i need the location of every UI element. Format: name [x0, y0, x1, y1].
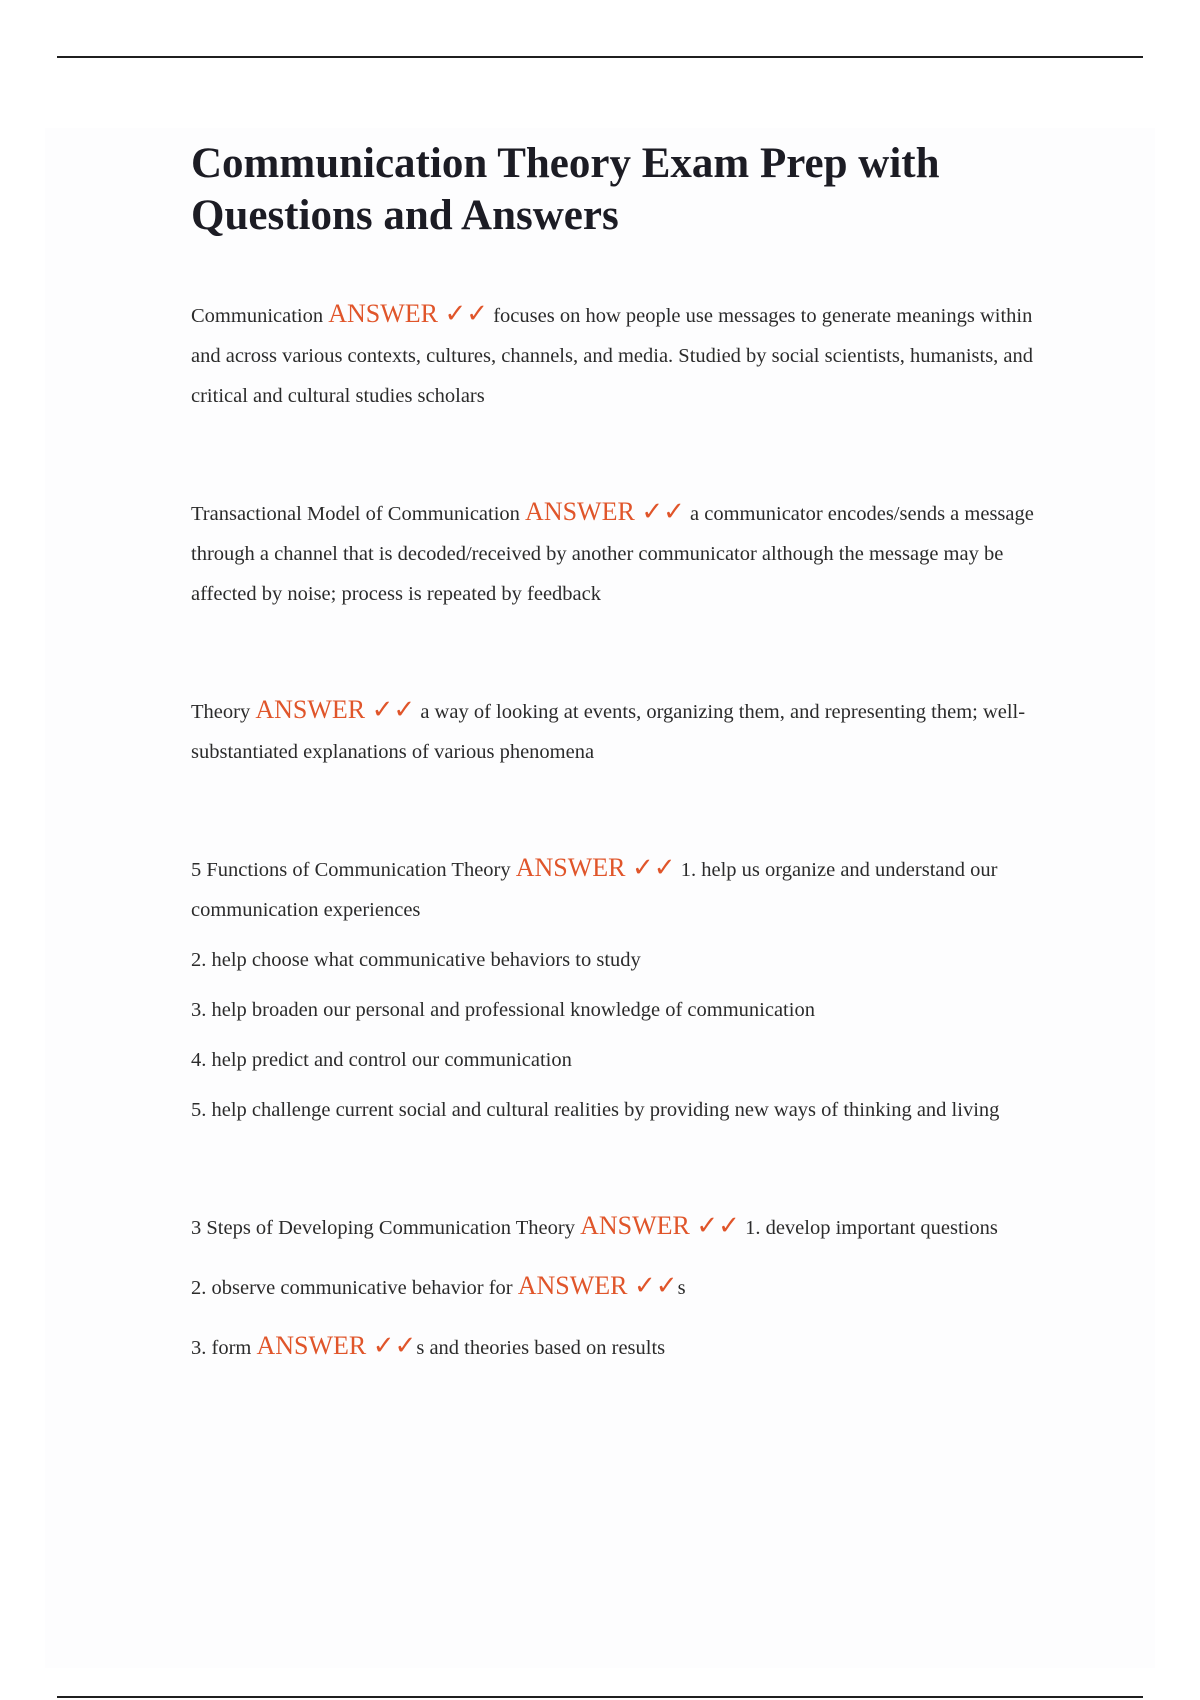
- answer-label: ANSWER ✓✓: [515, 853, 676, 882]
- term: 5 Functions of Communication Theory: [191, 859, 511, 881]
- list-item: 2. help choose what communicative behaviors to study: [191, 949, 641, 971]
- answer-label: ANSWER ✓✓: [328, 299, 489, 328]
- list-item: [191, 1266, 1051, 1308]
- answer-label: ANSWER ✓✓: [525, 497, 685, 526]
- definition: 1. develop important questions: [745, 1217, 998, 1239]
- definition: a communicator encodes/sends a message through a channel that is decoded/received by another communicator although the message may be affected by noise; process is repeated by feedback: [191, 503, 1034, 605]
- answer-label: ANSWER ✓✓: [580, 1211, 740, 1240]
- entry-communication: [191, 294, 1051, 416]
- step-text: 3. form: [191, 1337, 252, 1359]
- definition: a way of looking at events, organizing them, and representing them; well-substantiated explanations of various phenomena: [191, 701, 1026, 763]
- list-item: 3. help broaden our personal and professional knowledge of communication: [191, 999, 815, 1021]
- term: Transactional Model of Communication: [191, 503, 520, 525]
- step-text: 2. observe communicative behavior for: [191, 1277, 513, 1299]
- definition: focuses on how people use messages to generate meanings within and across various contexts, cultures, channels, and media. Studied by social scientists, humanists, and critical and cultural studies scholars: [191, 305, 1034, 407]
- list-item: [191, 1326, 1051, 1368]
- step-suffix: s: [677, 1277, 686, 1299]
- term: Theory: [191, 701, 251, 723]
- answer-label: ANSWER ✓✓: [517, 1271, 678, 1300]
- entry-theory: [191, 690, 1051, 772]
- step-suffix: s and theories based on results: [416, 1337, 666, 1359]
- list-item: 4. help predict and control our communication: [191, 1049, 572, 1071]
- entry-five-functions: [191, 848, 1051, 1130]
- bottom-rule: [57, 1696, 1143, 1698]
- document-body: [191, 138, 1051, 1368]
- top-rule: [57, 56, 1143, 58]
- term: Communication: [191, 305, 324, 327]
- entry-three-steps: [191, 1206, 1051, 1368]
- list-item: 5. help challenge current social and cultural realities by providing new ways of thinking and living: [191, 1099, 1000, 1121]
- definition: 1. help us organize and understand our communication experiences: [191, 859, 998, 921]
- page-title: Communication Theory Exam Prep with Questions and Answers: [191, 140, 940, 239]
- term: 3 Steps of Developing Communication Theory: [191, 1217, 575, 1239]
- answer-label: ANSWER ✓✓: [255, 695, 416, 724]
- entry-transactional-model: [191, 492, 1051, 614]
- answer-label: ANSWER ✓✓: [256, 1331, 417, 1360]
